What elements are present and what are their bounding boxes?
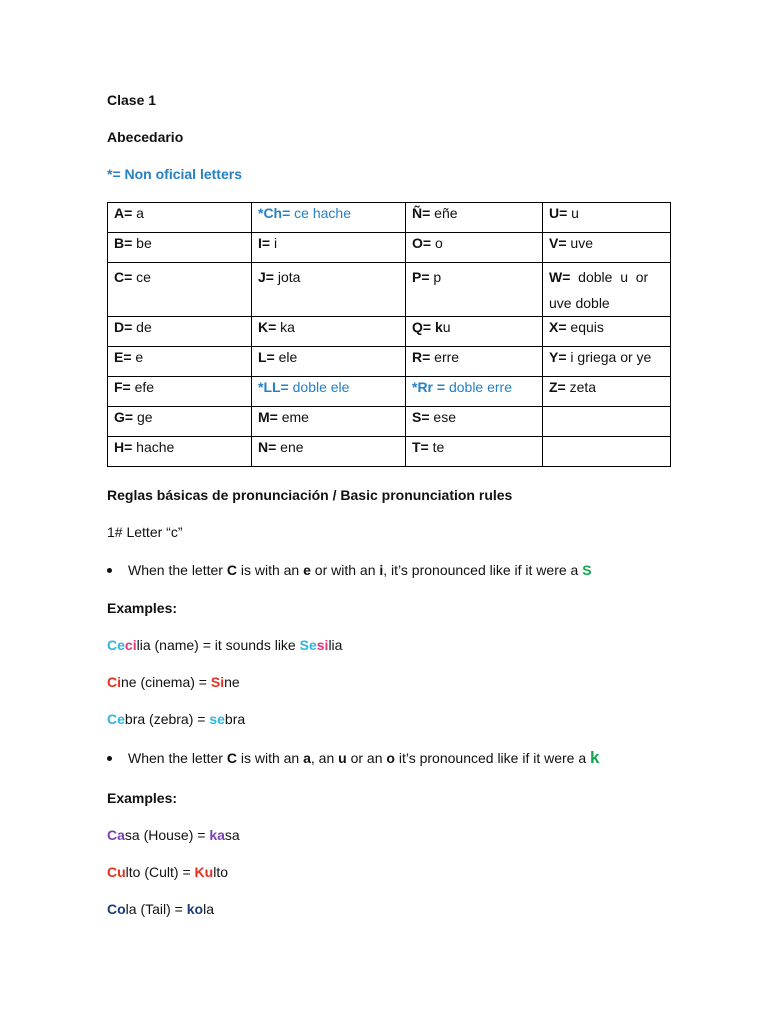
text: e [303,562,311,578]
letter-label: H= [114,439,133,455]
text: Ci [107,674,121,690]
alphabet-row [108,347,671,377]
letter-name: i griega or ye [566,349,652,365]
letter-name: equis [566,319,604,335]
letter-label: R= [412,349,431,365]
letter-name: de [132,319,152,335]
alphabet-cell [108,437,252,467]
letter-label: E= [114,349,132,365]
alphabet-row [108,317,671,347]
letter-label: W= [549,269,571,285]
letter-label: Y= [549,349,567,365]
text: ci [124,637,137,653]
examples-label-2: Examples: [107,790,178,806]
text: bra (zebra) = [124,711,210,727]
text: Ce [107,711,125,727]
alphabet-cell [252,377,406,407]
abecedario-heading: Abecedario [107,129,184,145]
alphabet-cell [543,233,671,263]
letter-label: Z= [549,379,566,395]
alphabet-cell [543,437,671,467]
alphabet-cell [108,377,252,407]
alphabet-row [108,263,671,317]
bullet-icon [107,568,112,573]
letter-label: P= [412,269,430,285]
text: Se [299,637,317,653]
alphabet-cell [108,203,252,233]
alphabet-cell [406,203,543,233]
text: ne [224,674,240,690]
text: or with an [310,562,380,578]
text: ka [209,827,225,843]
text: Ce [107,637,125,653]
text: sa (House) = [124,827,210,843]
alphabet-cell [252,317,406,347]
text: or an [346,750,387,766]
letter-name: a [132,205,144,221]
letter-label: V= [549,235,567,251]
letter-label: *Rr = [412,379,446,395]
text: Ca [107,827,125,843]
text: Co [107,901,126,917]
alphabet-cell [252,437,406,467]
letter-name-rest: u [442,319,451,335]
text: lia (name) = it sounds like [136,637,300,653]
alphabet-row [108,233,671,263]
alphabet-cell [406,233,543,263]
letter-name: eme [277,409,309,425]
alphabet-row [108,377,671,407]
text: la (Tail) = [125,901,187,917]
letter-name: ge [133,409,153,425]
letter-name: ce hache [290,205,352,221]
letter-name: hache [132,439,175,455]
letter-label: N= [258,439,277,455]
bullet-rule-hard-c [128,749,600,767]
letter-name: erre [430,349,460,365]
clase-title: Clase 1 [107,92,157,108]
text: u [338,750,347,766]
text: Si [210,674,225,690]
text: When the letter [128,562,227,578]
alphabet-cell [543,377,671,407]
alphabet-cell [406,377,543,407]
letter-name: jota [273,269,301,285]
letter-name: o [431,235,443,251]
alphabet-cell [543,407,671,437]
example-cecilia [107,636,342,654]
alphabet-cell [406,263,543,317]
letter-name: i [270,235,278,251]
alphabet-cell [108,263,252,317]
letter-label: X= [549,319,567,335]
letter-name-bold: k [434,319,443,335]
text: a [303,750,311,766]
letter-label: L= [258,349,275,365]
text: , it’s pronounced like if it were a [383,562,583,578]
letter-name: p [429,269,442,285]
alphabet-cell [252,263,406,317]
letter-label: Q= [412,319,432,335]
non-oficial-note: *= Non oficial letters [107,166,242,182]
example-cola [107,900,214,918]
letter-name: doble u or [570,269,649,285]
letter-name-line2: uve doble [549,295,610,311]
letter-label: D= [114,319,133,335]
letter-label: U= [549,205,568,221]
bullet-rule-soft-c [128,561,592,579]
text: When the letter [128,750,227,766]
letter-label: I= [258,235,271,251]
examples-label-1: Examples: [107,600,178,616]
alphabet-cell [108,317,252,347]
letter-c-label: 1# Letter “c” [107,524,183,540]
letter-name: u [567,205,579,221]
text: Ku [194,864,214,880]
letter-name: ene [276,439,304,455]
text: si [316,637,329,653]
alphabet-cell [543,263,671,317]
text: k [590,748,600,767]
text: bra [224,711,246,727]
letter-name: be [132,235,152,251]
text: is with an [236,750,304,766]
text: lto [213,864,228,880]
letter-label: M= [258,409,278,425]
alphabet-cell [252,347,406,377]
letter-name: eñe [430,205,458,221]
text: ne (cinema) = [121,674,211,690]
text: Cu [107,864,126,880]
text: sa [224,827,240,843]
letter-name: ele [274,349,298,365]
letter-label: C= [114,269,133,285]
alphabet-row [108,407,671,437]
alphabet-cell [108,407,252,437]
letter-label: O= [412,235,432,251]
alphabet-cell [543,317,671,347]
text: it’s pronounced like if it were a [394,750,591,766]
letter-name: ka [276,319,295,335]
alphabet-table [107,202,671,467]
bullet-icon [107,756,112,761]
letter-label: *Ch= [258,205,291,221]
letter-label: G= [114,409,134,425]
example-casa [107,826,240,844]
alphabet-cell [406,407,543,437]
text: i [379,562,384,578]
letter-label: T= [412,439,429,455]
letter-name: doble erre [445,379,513,395]
letter-label: F= [114,379,131,395]
letter-name: te [428,439,445,455]
letter-label: Ñ= [412,205,431,221]
text: , an [310,750,339,766]
alphabet-cell [108,233,252,263]
text: la [203,901,214,917]
letter-name: doble ele [288,379,350,395]
letter-name: zeta [565,379,597,395]
alphabet-cell [252,233,406,263]
alphabet-cell [108,347,252,377]
text: C [226,562,237,578]
letter-label: J= [258,269,274,285]
alphabet-cell [252,407,406,437]
example-cine [107,673,240,691]
alphabet-cell [543,203,671,233]
example-culto [107,863,228,881]
text: ko [186,901,204,917]
letter-name: efe [130,379,155,395]
text: o [386,750,395,766]
alphabet-cell [406,347,543,377]
text: lto (Cult) = [125,864,195,880]
letter-name: uve [566,235,593,251]
text: is with an [236,562,304,578]
letter-label: S= [412,409,430,425]
alphabet-cell [406,317,543,347]
text: C [226,750,237,766]
alphabet-cell [252,203,406,233]
letter-label: *LL= [258,379,289,395]
letter-label: K= [258,319,277,335]
rules-heading: Reglas básicas de pronunciación / Basic pronunciation rules [107,487,513,503]
text: lia [328,637,343,653]
example-cebra [107,710,245,728]
text: S [582,562,592,578]
alphabet-row [108,203,671,233]
alphabet-cell [406,437,543,467]
letter-label: B= [114,235,133,251]
letter-label: A= [114,205,133,221]
letter-name: e [131,349,144,365]
letter-name: ese [429,409,456,425]
text: se [209,711,225,727]
letter-name: ce [132,269,151,285]
alphabet-cell [543,347,671,377]
alphabet-row [108,437,671,467]
